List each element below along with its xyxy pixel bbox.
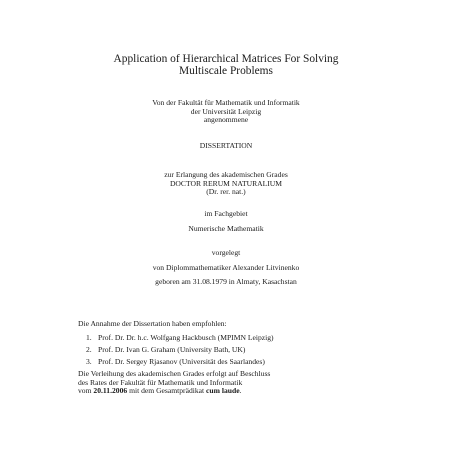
reviewer-list — [86, 334, 386, 370]
field-intro: im Fachgebiet — [204, 209, 248, 218]
document-type: DISSERTATION — [199, 141, 253, 150]
affiliation-block — [0, 99, 452, 125]
conferral-line-1: Die Verleihung des akademischen Grades erfolgt auf Beschluss — [78, 369, 271, 378]
reviewer-number: 1. — [86, 333, 92, 342]
conferral-line-2: des Rates der Fakultät für Mathematik und Informatik — [78, 377, 243, 387]
reviewer-name: Prof. Dr. Ivan G. Graham (University Bath, UK) — [98, 345, 246, 354]
conferral-suffix: . — [239, 386, 242, 396]
degree-line-3: (Dr. rer. nat.) — [206, 187, 246, 197]
degree-block — [0, 171, 452, 197]
conferral-statement — [78, 370, 378, 396]
thesis-title — [0, 54, 452, 77]
affiliation-line-1: Von der Fakultät für Mathematik und Informatik — [152, 98, 300, 107]
conferral-prefix: vom — [78, 386, 94, 396]
conferral-line-3 — [78, 387, 378, 396]
thesis-title-line-1: Application of Hierarchical Matrices For Solving — [113, 53, 339, 65]
birth-line: geboren am 31.08.1979 in Almaty, Kasachstan — [155, 277, 297, 286]
affiliation-line-3: angenommene — [203, 115, 249, 125]
degree-line-2: DOCTOR RERUM NATURALIUM — [169, 178, 283, 188]
recommendation-intro: Die Annahme der Dissertation haben empfohlen: — [78, 319, 227, 328]
reviewer-number: 2. — [86, 345, 92, 354]
reviewer-number: 3. — [86, 357, 92, 366]
reviewer-name: Prof. Dr. Dr. h.c. Wolfgang Hackbusch (MPIMN Leipzig) — [98, 333, 274, 342]
conferral-date: 20.11.2006 — [93, 386, 128, 396]
reviewer-name: Prof. Dr. Sergey Rjasanov (Universität des Saarlandes) — [98, 357, 265, 366]
field-name: Numerische Mathematik — [188, 224, 264, 233]
submitted-label: vorgelegt — [211, 248, 241, 257]
degree-line-1: zur Erlangung des akademischen Grades — [164, 170, 288, 179]
affiliation-line-2: der Universität Leipzig — [190, 106, 262, 116]
thesis-title-line-2: Multiscale Problems — [179, 64, 273, 77]
conferral-middle: mit dem Gesamtprädikat — [127, 386, 207, 396]
author-line: von Diplommathematiker Alexander Litvinenko — [152, 263, 300, 272]
conferral-grade: cum laude — [206, 386, 240, 396]
